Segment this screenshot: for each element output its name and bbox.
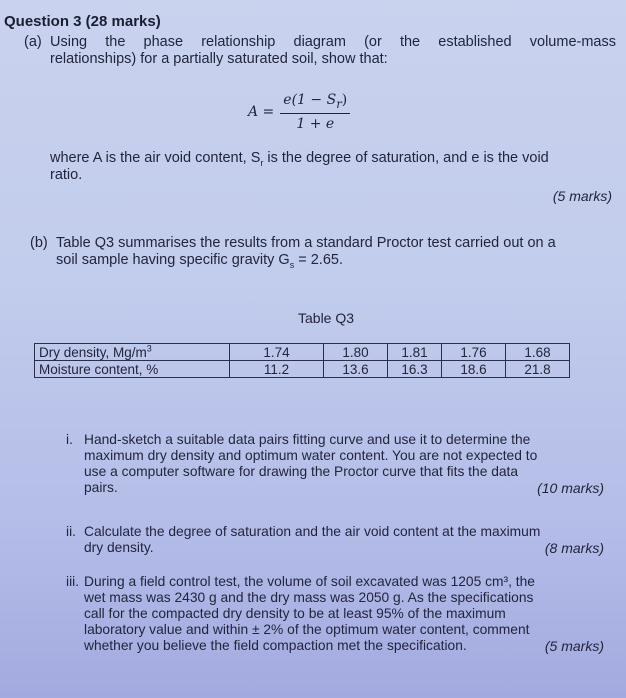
header-text: Dry density, Mg/m — [39, 344, 147, 360]
formula-numerator — [280, 92, 350, 114]
header-sup: 3 — [146, 343, 152, 353]
table-cell: 1.81 — [388, 344, 442, 361]
part-a-label: (a) — [24, 34, 42, 50]
gs-subscript: s — [289, 259, 295, 270]
subpart-iii-line: laboratory value and within ± 2% of the optimum water content, comment — [84, 622, 530, 637]
part-a-text-line1: Using the phase relationship diagram (or the established volume-mass — [50, 34, 616, 50]
subpart-iii-line: whether you believe the field compaction met the specification. — [84, 638, 467, 653]
gs-value: = 2.65. — [294, 252, 343, 268]
part-a-where-line2: ratio. — [50, 167, 83, 183]
part-b-label: (b) — [30, 235, 48, 251]
subpart-ii-label: ii. — [66, 524, 76, 539]
table-cell: 1.74 — [230, 344, 324, 361]
question-title: Question 3 (28 marks) — [4, 13, 161, 30]
subpart-iii-line: During a field control test, the volume of soil excavated was 1205 cm³, the — [84, 574, 535, 589]
subpart-i-marks: (10 marks) — [537, 480, 604, 496]
table-row-dry-density — [35, 344, 570, 361]
row-header-moisture: Moisture content, % — [35, 361, 230, 378]
gs-text: soil sample having specific gravity G — [56, 252, 290, 268]
table-cell: 13.6 — [324, 361, 388, 378]
numerator-text: e(1 − S — [283, 92, 337, 108]
formula-lhs: A = — [248, 103, 275, 120]
part-b-text-line1: Table Q3 summarises the results from a standard Proctor test carried out on a — [56, 235, 556, 251]
subpart-iii — [66, 574, 608, 654]
air-void-formula — [248, 92, 350, 132]
numerator-subscript: r — [336, 96, 342, 111]
table-cell: 1.76 — [442, 344, 506, 361]
subpart-iii-line: wet mass was 2430 g and the dry mass was 2050 g. As the specifications — [84, 590, 534, 605]
subpart-ii-line: Calculate the degree of saturation and the air void content at the maximum — [84, 524, 541, 539]
where-subscript: r — [260, 157, 264, 168]
part-a-text-line2: relationships) for a partially saturated soil, show that: — [50, 51, 388, 67]
proctor-table — [34, 343, 570, 378]
formula-fraction — [280, 92, 350, 132]
table-caption: Table Q3 — [298, 310, 355, 326]
where-text-1: where A is the air void content, S — [50, 150, 261, 166]
subpart-iii-line: call for the compacted dry density to be at least 95% of the maximum — [84, 606, 506, 621]
table-cell: 16.3 — [388, 361, 442, 378]
subpart-ii — [66, 524, 608, 556]
subpart-iii-label: iii. — [66, 574, 80, 589]
table-cell: 1.80 — [324, 344, 388, 361]
subpart-ii-line: dry density. — [84, 540, 154, 555]
subpart-i — [66, 432, 608, 496]
formula-denominator — [296, 114, 334, 132]
part-a-where-line1 — [50, 150, 616, 172]
part-b-text-line2 — [56, 252, 343, 274]
part-a-marks: (5 marks) — [552, 188, 612, 204]
table-cell: 21.8 — [506, 361, 570, 378]
table-row-moisture — [35, 361, 570, 378]
denominator-text: 1 + e — [296, 115, 335, 132]
numerator-close: ) — [341, 92, 348, 108]
subpart-i-label: i. — [66, 432, 73, 447]
table-cell: 11.2 — [230, 361, 324, 378]
subpart-iii-marks: (5 marks) — [544, 638, 604, 654]
table-cell: 18.6 — [442, 361, 506, 378]
table-cell: 1.68 — [506, 344, 570, 361]
subpart-ii-marks: (8 marks) — [544, 540, 604, 556]
subpart-i-line: maximum dry density and optimum water content. You are not expected to — [84, 448, 538, 463]
subpart-i-line: use a computer software for drawing the Proctor curve that fits the data — [84, 464, 519, 479]
subpart-i-line: Hand-sketch a suitable data pairs fitting curve and use it to determine the — [84, 432, 531, 447]
subpart-i-line: pairs. — [84, 480, 118, 495]
where-text-2: is the degree of saturation, and e is the void — [263, 150, 549, 166]
row-header-dry-density — [35, 344, 230, 361]
